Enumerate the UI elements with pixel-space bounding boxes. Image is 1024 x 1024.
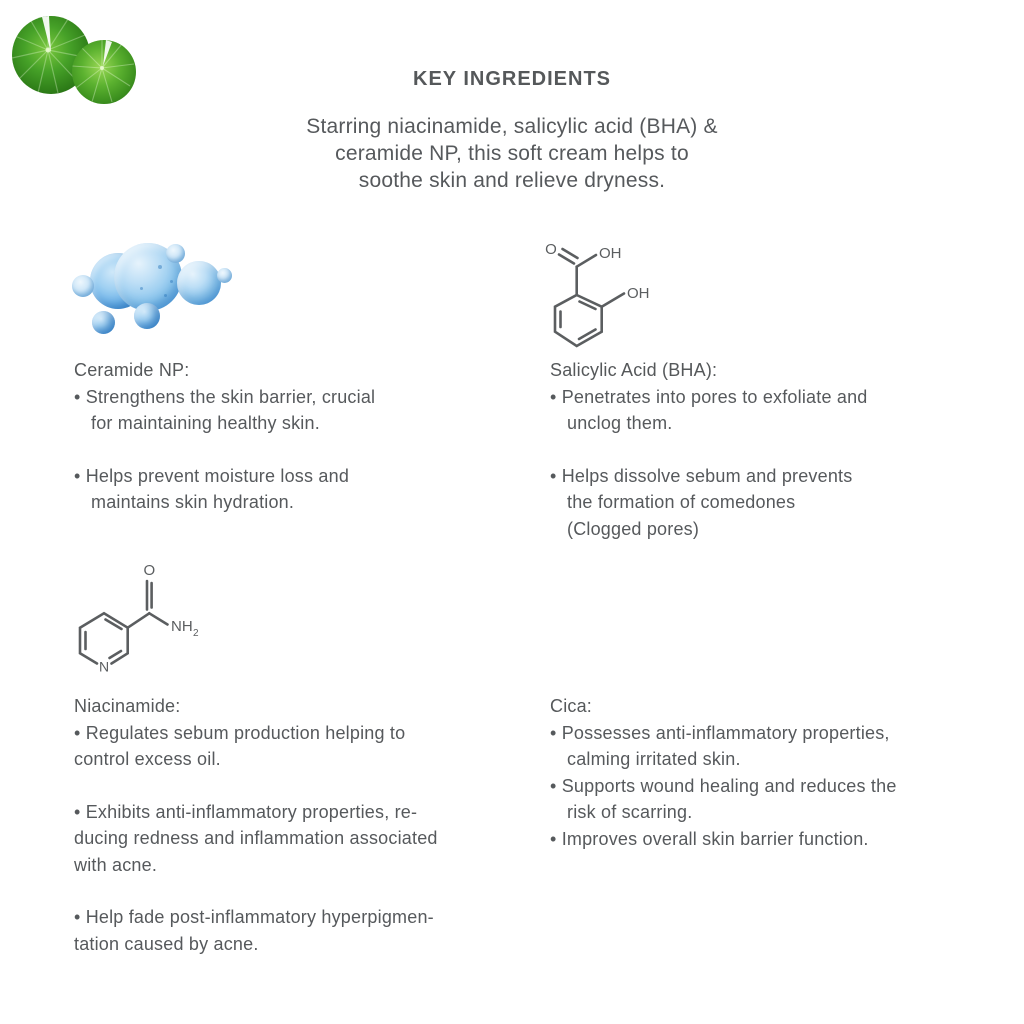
bullet-line: (Clogged pores) — [567, 518, 700, 539]
bullet-line: • Helps prevent moisture loss and — [74, 465, 350, 486]
bullet-line: for maintaining healthy skin. — [91, 413, 320, 433]
atom-label-o: O — [545, 241, 557, 258]
bullet-line: • Helps dissolve sebum and prevents — [550, 465, 853, 486]
bullet-line: • Regulates sebum production helping to — [74, 722, 406, 743]
spacer — [74, 437, 514, 463]
section-niacinamide — [74, 693, 514, 957]
niacinamide-structure — [55, 558, 205, 693]
section-cica — [550, 693, 990, 852]
spacer — [74, 773, 514, 799]
bullet-line: • Strengthens the skin barrier, crucial — [74, 386, 376, 407]
bubble-speck — [140, 287, 143, 290]
atom-label-nh-subscript: 2 — [193, 628, 199, 639]
salicylic-acid-structure — [540, 238, 680, 363]
subtitle-line: soothe skin and relieve dryness. — [358, 169, 666, 192]
bullet-line: • Help fade post-inflammatory hyperpigmen- — [74, 907, 434, 927]
bullet-line: ducing redness and inflammation associated — [74, 828, 438, 848]
bubble-speck — [158, 265, 162, 269]
bullet-line: the formation of comedones — [567, 492, 796, 512]
bubble — [92, 311, 115, 334]
bullet-line: unclog them. — [567, 413, 673, 433]
bullet-line: calming irritated skin. — [567, 749, 741, 769]
atom-label-n: N — [98, 658, 110, 675]
bubble-speck — [164, 294, 167, 297]
section-salicylic — [550, 357, 990, 542]
page-title: KEY INGREDIENTS — [413, 68, 611, 90]
bubble-speck — [170, 280, 173, 283]
bullet-line: • Penetrates into pores to exfoliate and — [550, 386, 868, 407]
atom-label-o: O — [143, 562, 156, 579]
section-heading: Cica: — [550, 696, 593, 716]
section-ceramide — [74, 357, 514, 516]
spacer — [550, 437, 990, 463]
atom-label-nh: NH — [171, 618, 193, 635]
atom-label-oh: OH — [599, 245, 622, 262]
bullet-line: • Supports wound healing and reduces the — [550, 775, 897, 796]
bubble — [166, 244, 185, 263]
subtitle-line: ceramide NP, this soft cream helps to — [335, 142, 689, 165]
bullet-line: tation caused by acne. — [74, 933, 259, 954]
bullet-line: maintains skin hydration. — [91, 492, 295, 512]
bullet-line: • Exhibits anti-inflammatory properties, re- — [74, 801, 418, 822]
bullet-line: • Possesses anti-inflammatory properties, — [550, 722, 890, 743]
bubble — [72, 275, 94, 297]
bullet-line: with acne. — [74, 854, 158, 875]
bubble — [177, 261, 221, 305]
section-heading: Salicylic Acid (BHA): — [550, 360, 718, 380]
bubble — [217, 268, 232, 283]
bullet-line: risk of scarring. — [567, 802, 693, 822]
section-heading: Ceramide NP: — [74, 360, 190, 380]
bullet-line: • Improves overall skin barrier function. — [550, 828, 869, 849]
spacer — [74, 878, 514, 904]
cica-leaves-image — [0, 0, 152, 114]
section-heading: Niacinamide: — [74, 696, 181, 716]
subtitle-line: Starring niacinamide, salicylic acid (BHA) & — [306, 115, 718, 138]
bullet-line: control excess oil. — [74, 749, 221, 769]
page-subtitle — [0, 113, 1024, 194]
bubble — [134, 303, 160, 329]
atom-label-oh: OH — [627, 285, 650, 302]
ceramide-bubbles-image — [70, 235, 245, 340]
